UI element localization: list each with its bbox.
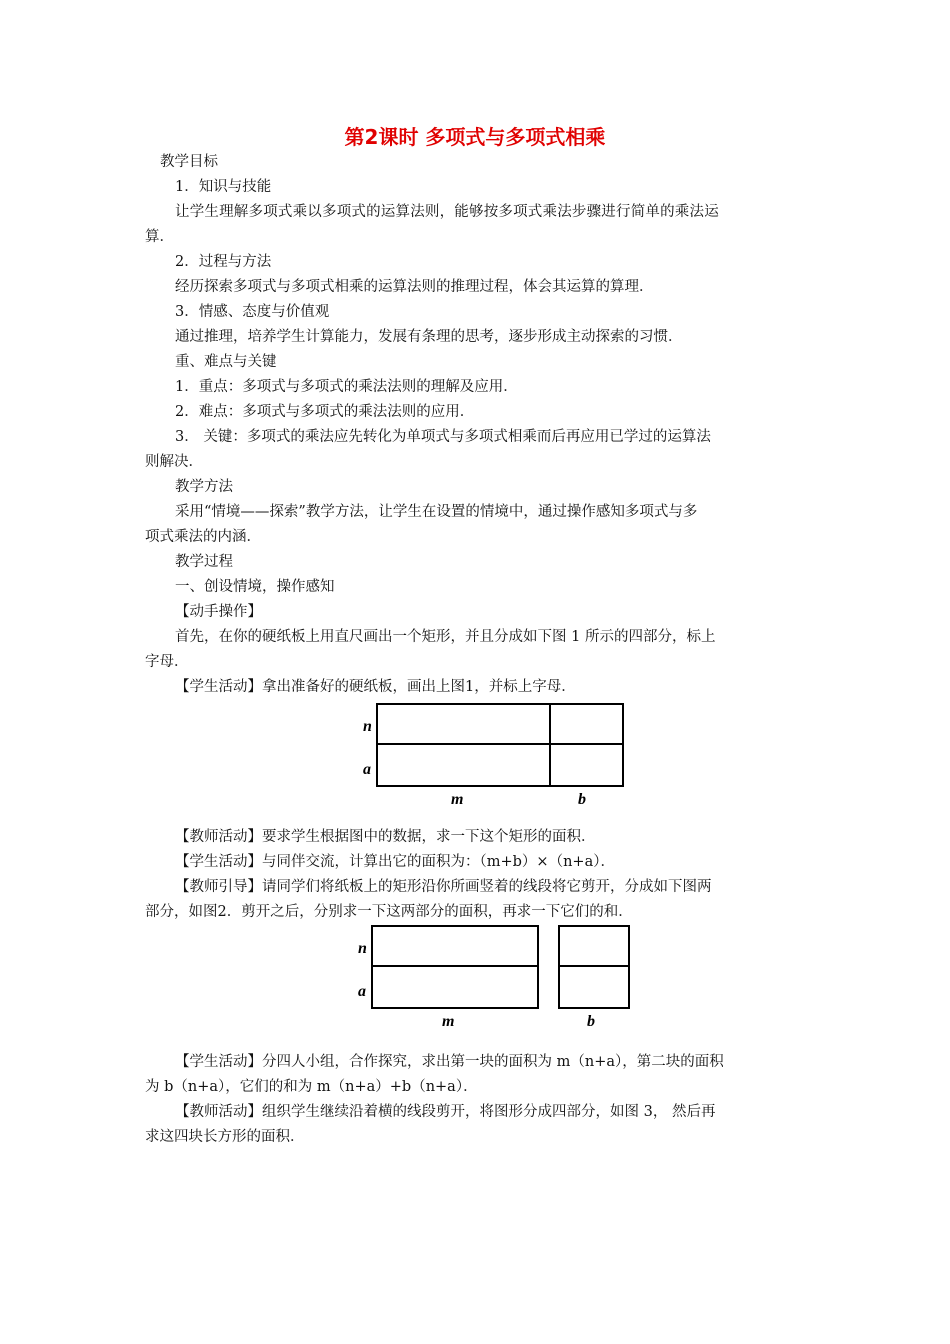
figure-2 xyxy=(352,922,637,1034)
figure-2-label-a: a xyxy=(358,983,366,1000)
goal-2-text: 经历探索多项式与多项式相乘的运算法则的推理过程，体会其运算的算理． xyxy=(175,279,654,295)
goal-2-heading: 2．过程与方法 xyxy=(175,254,272,270)
key-point-3-cont: 则解决． xyxy=(145,454,203,470)
figure-1-label-m: m xyxy=(451,791,464,808)
hands-on-text-cont: 字母． xyxy=(145,654,189,670)
method-text: 采用“情境——探索”教学方法，让学生在设置的情境中，通过操作感知多项式与多 xyxy=(175,504,698,520)
teacher-activity-2-cont: 求这四块长方形的面积． xyxy=(145,1129,305,1145)
figure-1-label-b: b xyxy=(578,791,586,808)
goal-3-heading: 3．情感、态度与价值观 xyxy=(175,304,330,320)
method-text-cont: 项式乘法的内涵． xyxy=(145,529,261,545)
teacher-activity-2: 【教师活动】组织学生继续沿着横的线段剪开，将图形分成四部分，如图 3， 然后再 xyxy=(175,1104,716,1120)
heading-teaching-process: 教学过程 xyxy=(175,554,233,570)
figure-2-label-n: n xyxy=(358,940,367,957)
key-point-1: 1．重点：多项式与多项式的乘法法则的理解及应用． xyxy=(175,379,518,395)
figure-2-label-m: m xyxy=(442,1013,455,1030)
student-activity-2: 【学生活动】与同伴交流，计算出它的面积为：（m+b）×（n+a）． xyxy=(175,854,615,870)
goal-3-text: 通过推理，培养学生计算能力，发展有条理的思考，逐步形成主动探索的习惯． xyxy=(175,329,683,345)
hands-on-text: 首先，在你的硬纸板上用直尺画出一个矩形，并且分成如下图 1 所示的四部分，标上 xyxy=(175,629,716,645)
goal-1-text-cont: 算． xyxy=(145,229,174,245)
heading-key-points: 重、难点与关键 xyxy=(175,354,277,370)
figure-1-label-a: a xyxy=(363,761,371,778)
teacher-guide: 【教师引导】请同学们将纸板上的矩形沿你所画竖着的线段将它剪开，分成如下图两 xyxy=(175,879,712,895)
teacher-activity-1: 【教师活动】要求学生根据图中的数据，求一下这个矩形的面积． xyxy=(175,829,596,845)
key-point-2: 2．难点：多项式与多项式的乘法法则的应用． xyxy=(175,404,475,420)
heading-teaching-goals: 教学目标 xyxy=(160,154,218,170)
student-activity-3-cont: 为 b（n+a），它们的和为 m（n+a）+b（n+a）． xyxy=(145,1079,478,1095)
student-activity-1: 【学生活动】拿出准备好的硬纸板，画出上图1，并标上字母． xyxy=(175,679,576,695)
figure-1 xyxy=(355,700,630,810)
student-activity-3: 【学生活动】分四人小组，合作探究，求出第一块的面积为 m（n+a），第二块的面积 xyxy=(175,1054,724,1070)
figure-1-label-n: n xyxy=(363,718,372,735)
heading-teaching-method: 教学方法 xyxy=(175,479,233,495)
section-1-heading: 一、创设情境，操作感知 xyxy=(175,579,335,595)
lesson-title: 第2课时 多项式与多项式相乘 xyxy=(344,125,606,149)
key-point-3: 3． 关键：多项式的乘法应先转化为单项式与多项式相乘而后再应用已学过的运算法 xyxy=(175,429,711,445)
goal-1-text: 让学生理解多项式乘以多项式的运算法则，能够按多项式乘法步骤进行简单的乘法运 xyxy=(175,204,719,220)
hands-on-label: 【动手操作】 xyxy=(175,604,262,620)
goal-1-heading: 1．知识与技能 xyxy=(175,179,272,195)
teacher-guide-cont: 部分，如图2．剪开之后，分别求一下这两部分的面积，再求一下它们的和． xyxy=(145,904,633,920)
figure-2-label-b: b xyxy=(587,1013,595,1030)
